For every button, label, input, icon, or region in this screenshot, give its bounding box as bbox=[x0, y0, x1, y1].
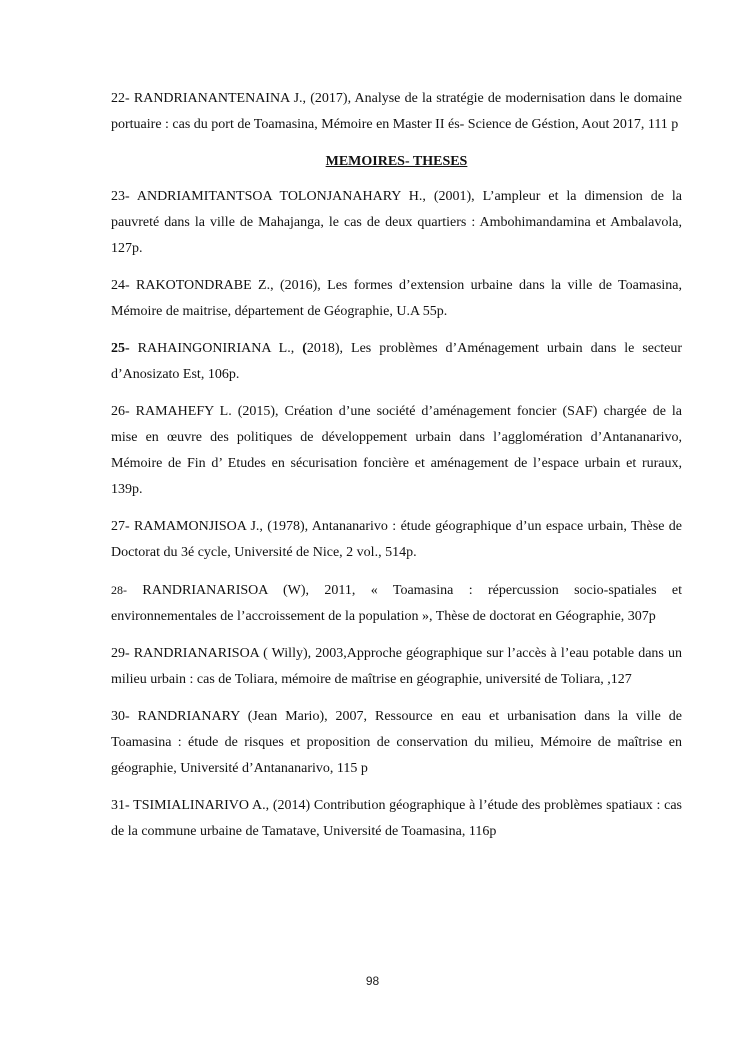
reference-number: 31- bbox=[111, 798, 130, 813]
page-number: 98 bbox=[365, 974, 380, 988]
reference-number: 24- bbox=[111, 278, 130, 293]
reference-text: RANDRIANANTENAINA J., (2017), Analyse de la stratégie de modernisation dans le domaine portuaire : cas du port de Toamasina, Mémoire en Master II és- Science de Géstion, Aout 2017, 111 p bbox=[111, 91, 682, 132]
reference-25 bbox=[111, 336, 682, 388]
reference-number: 28- bbox=[111, 583, 127, 597]
reference-text: RAKOTONDRABE Z., (2016), Les formes d’extension urbaine dans la ville de Toamasina, Mémoire de maitrise, département de Géographie, U.A 55p. bbox=[111, 278, 682, 319]
reference-text: RAMAHEFY L. (2015), Création d’une société d’aménagement foncier (SAF) chargée de la mise en œuvre des politiques de développement urbain dans l’agglomération d’Antananarivo, Mémoire de Fin d’ Etudes en sécurisation foncière et aménagement de l’espace urbain et ruraux, 139p. bbox=[111, 404, 682, 497]
reference-text-b: 2018), Les problèmes d’Aménagement urbain dans le secteur d’Anosizato Est, 106p. bbox=[111, 341, 682, 382]
document-body bbox=[111, 86, 682, 856]
reference-26 bbox=[111, 399, 682, 503]
reference-text: RANDRIANARISOA (W), 2011, « Toamasina : répercussion socio-spatiales et environnementales de l’accroissement de la population », Thèse de doctorat en Géographie, 307p bbox=[111, 583, 682, 624]
reference-text: RANDRIANARY (Jean Mario), 2007, Ressource en eau et urbanisation dans la ville de Toamasina : étude de risques et proposition de conservation du milieu, Mémoire de maîtrise en géographie, Université d’Antananarivo, 115 p bbox=[111, 709, 682, 776]
reference-29 bbox=[111, 641, 682, 693]
reference-28 bbox=[111, 577, 682, 630]
reference-number: 23- bbox=[111, 189, 130, 204]
reference-22 bbox=[111, 86, 682, 138]
reference-text: TSIMIALINARIVO A., (2014) Contribution géographique à l’étude des problèmes spatiaux : cas de la commune urbaine de Tamatave, Université de Toamasina, 116p bbox=[111, 798, 682, 839]
reference-number: 26- bbox=[111, 404, 130, 419]
reference-number: 27- bbox=[111, 519, 130, 534]
reference-text: ANDRIAMITANTSOA TOLONJANAHARY H., (2001), L’ampleur et la dimension de la pauvreté dans la ville de Mahajanga, le cas de deux quartiers : Ambohimandamina et Ambalavola, 127p. bbox=[111, 189, 682, 256]
section-heading: MEMOIRES- THESES bbox=[325, 154, 468, 169]
reference-text: RANDRIANARISOA ( Willy), 2003,Approche géographique sur l’accès à l’eau potable dans un milieu urbain : cas de Toliara, mémoire de maîtrise en géographie, université de Toliara, ,127 bbox=[111, 646, 682, 687]
reference-27 bbox=[111, 514, 682, 566]
reference-30 bbox=[111, 704, 682, 782]
reference-number: 22- bbox=[111, 91, 130, 106]
reference-number: 29- bbox=[111, 646, 130, 661]
reference-text: RAMAMONJISOA J., (1978), Antananarivo : étude géographique d’un espace urbain, Thèse de Doctorat du 3é cycle, Université de Nice, 2 vol., 514p. bbox=[111, 519, 682, 560]
reference-number: 25- bbox=[111, 341, 130, 356]
reference-paren: ( bbox=[302, 341, 307, 356]
reference-text-a: RAHAINGONIRIANA L., bbox=[129, 341, 303, 356]
reference-24 bbox=[111, 273, 682, 325]
reference-number: 30- bbox=[111, 709, 130, 724]
reference-31 bbox=[111, 793, 682, 845]
reference-23 bbox=[111, 184, 682, 262]
